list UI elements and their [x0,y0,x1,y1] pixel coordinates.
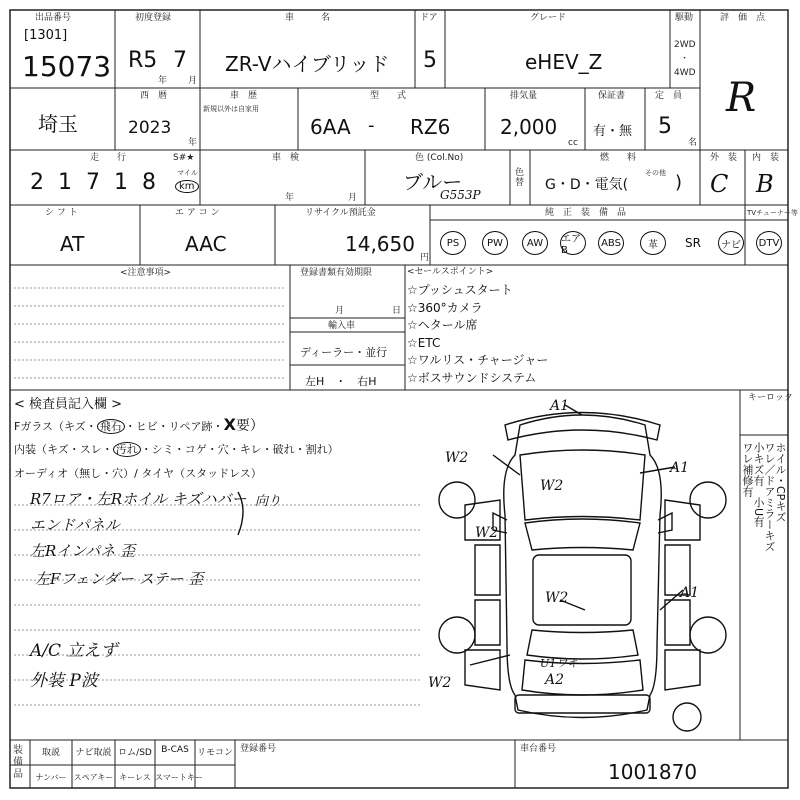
damage-mark: U1ワキ [540,657,579,670]
handwritten-note: A/C 立えず [30,641,118,661]
capacity-value: 5 [658,114,672,139]
damage-mark: W2 [445,450,469,466]
interior-circled: 汚れ [113,442,141,457]
car-name: ZR-Vハイブリッド [225,52,390,76]
import-dealer: ディーラー・並行 [300,346,388,359]
vertical-note: ワレ／ドアミラーキズ [763,442,776,552]
damage-mark: A1 [680,585,700,601]
interior-text-a: 内装（キズ・スレ・ [14,443,113,456]
mileage-digit: 1 [58,170,72,195]
mileage-label: 走 行 [90,153,127,163]
drive-2wd: 2WD [674,40,696,50]
car-name-label: 車 名 [285,13,331,23]
equipment-item: 革 [640,231,666,255]
footer-cell: スペアキー [73,773,114,782]
footer-cell: ロム/SD [118,748,152,758]
doors-value: 5 [423,48,437,73]
footer-cell: 取説 [41,748,60,758]
displacement-label: 排気量 [510,91,538,101]
year-unit: 年 [158,76,168,86]
glass-x-mark: X [223,415,236,434]
entry-number-label: 出品番号 [35,13,72,23]
footer-side-label: 装備品 [13,745,23,780]
import-label: 輸入車 [328,321,356,331]
deadline-month-unit: 月 [335,306,345,316]
ac-value: AAC [185,232,227,256]
import-handle: 左H ・ 右H [305,375,377,388]
handwritten-note: 左Fフェンダー ステー 歪 [35,570,204,588]
glass-circled: 飛石 [97,419,125,434]
color-value: ブルー [403,170,463,194]
exterior-grade: C [710,170,729,198]
yen-unit: 円 [420,253,430,263]
chassis-number: 1001870 [608,760,698,784]
damage-mark: A1 [550,398,570,414]
footer-cell: ナビ取説 [75,748,112,758]
history-label: 車 歴 [230,91,258,101]
footer-cell: ナンバー [35,773,67,782]
first-registration-label: 初度登録 [135,13,172,23]
selling-point: ☆プッシュスタート [407,283,513,297]
color-change-label: 色替 [515,168,525,188]
model-dash: - [368,115,375,136]
damage-mark: A1 [670,460,690,476]
inspection-year-unit: 年 [285,193,295,203]
drive-4wd: 4WD [674,68,696,78]
mileage-digit: 7 [86,170,100,195]
selling-point: ☆ETC [407,335,441,350]
equipment-item: SR [685,236,701,250]
shift-value: AT [60,232,85,256]
mileage-digit: 2 [30,170,44,195]
doors-label: ドア [420,13,438,23]
lot-code: [1301] [24,28,68,43]
score-value: R [726,75,757,121]
handwritten-note: エンドパネル [30,516,120,534]
tuner-label: TVチューナー等 [747,209,798,217]
selling-points-label: <セールスポイント> [407,267,494,277]
exterior-label: 外 装 [710,153,738,163]
meter-label: S#★ [173,153,195,163]
capacity-unit: 名 [688,138,698,148]
equipment-item: ABS [598,231,624,255]
inspection-month-unit: 月 [348,193,358,203]
registration-era: R5 [128,48,158,73]
western-year-label: 西 暦 [140,91,168,101]
vertical-notes [742,442,786,552]
mileage-digit: 1 [114,170,128,195]
handwritten-note: R7ロア・左Rホイル キズハバー [30,490,247,508]
damage-mark: W2 [540,478,564,494]
footer-cell: キーレス [119,773,151,782]
cc-unit: cc [568,138,578,148]
keylock-label: キーロック [748,393,793,403]
notes-label: <注意事項> [120,268,172,278]
equipment-item: エアB [560,231,586,255]
selling-point: ☆ワルリス・チャージャー [407,353,549,367]
equipment-item: ナビ [718,231,744,255]
inspector-title: < 検査員記入欄 > [14,397,123,412]
color-code: G553P [440,188,481,202]
history-note: 新規以外は自家用 [203,105,259,113]
registration-month: 7 [173,48,187,73]
month-unit: 月 [188,76,198,86]
fuel-value: G・D・電気( [545,177,629,193]
shift-label: シ フ ト [45,208,78,218]
glass-text-a: Fガラス（キズ・ [14,420,97,433]
footer-cell: B-CAS [161,745,189,755]
interior-text-b: ・シミ・コゲ・穴・キレ・破れ・割れ） [140,443,339,456]
fuel-other-label: その他 [645,169,666,177]
vertical-note: ワレ補修有 [741,442,754,497]
damage-mark: W2 [475,525,499,541]
fuel-label: 燃 料 [600,153,637,163]
grade-value: eHEV_Z [525,50,603,74]
mile-unit: マイル [177,169,198,177]
selling-point: ☆ボスサウンドシステム [407,370,537,385]
interior-label: 内 装 [752,153,780,163]
year-unit-2: 年 [188,138,198,148]
capacity-label: 定 員 [655,91,683,101]
warranty-value: 有・無 [593,124,633,139]
car-damage-diagram [425,395,740,740]
glass-text-b: ・ヒビ・リペア跡・ [124,420,224,433]
recycle-label: リサイクル預託金 [305,208,376,218]
model-label: 型 式 [370,91,407,101]
registration-number-label: 登録番号 [240,744,277,754]
damage-mark: W2 [545,590,569,606]
selling-point: ☆ヘタール席 [407,318,478,332]
region: 埼玉 [38,112,78,136]
vertical-note: 小キズ有 小U有 [752,442,765,528]
score-label: 評 価 点 [720,13,766,23]
equipment-item: PW [482,231,508,255]
year-value: 2023 [128,118,172,138]
selling-point: ☆360°カメラ [407,300,483,315]
registration-deadline-label: 登録書類有効期限 [300,268,373,278]
handwritten-note: 外装 P波 [30,671,98,691]
model-prefix: 6AA [310,115,351,139]
km-unit: km [175,180,199,193]
interior-grade: B [756,170,774,198]
grade-label: グレード [530,13,567,23]
equipment-item: PS [440,231,466,255]
warranty-label: 保証書 [598,91,626,101]
glass-need: 要） [235,418,264,434]
recycle-value: 14,650 [345,232,415,256]
chassis-label: 車台番号 [520,744,557,754]
equipment-item: DTV [756,231,782,255]
deadline-day-unit: 日 [392,306,402,316]
model-code: RZ6 [410,115,451,139]
damage-mark: W2 [428,675,452,691]
audio-tire-line: オーディオ（無し・穴）/ タイヤ（スタッドレス） [14,467,262,480]
equipment-label: 純 正 装 備 品 [545,208,627,218]
equipment-item: AW [522,231,548,255]
handwritten-note: 左Rインパネ 歪 [30,542,136,560]
drive-separator: ・ [680,54,690,64]
damage-mark: A2 [545,672,565,688]
lot-number: 15073 [22,50,112,83]
ac-label: エ ア コ ン [175,208,220,218]
inspection-label: 車 検 [272,153,300,163]
footer-cell: スマートキー [155,773,203,782]
displacement-value: 2,000 [500,115,558,139]
color-label: 色 (Col.No) [415,153,464,163]
side-note: 向り [255,494,282,509]
drive-label: 駆動 [675,13,694,23]
footer-cell: リモコン [196,748,233,758]
vertical-note: ホイル・CPキズ [774,442,787,523]
mileage-digit: 8 [142,170,156,195]
fuel-close: ) [675,172,683,193]
